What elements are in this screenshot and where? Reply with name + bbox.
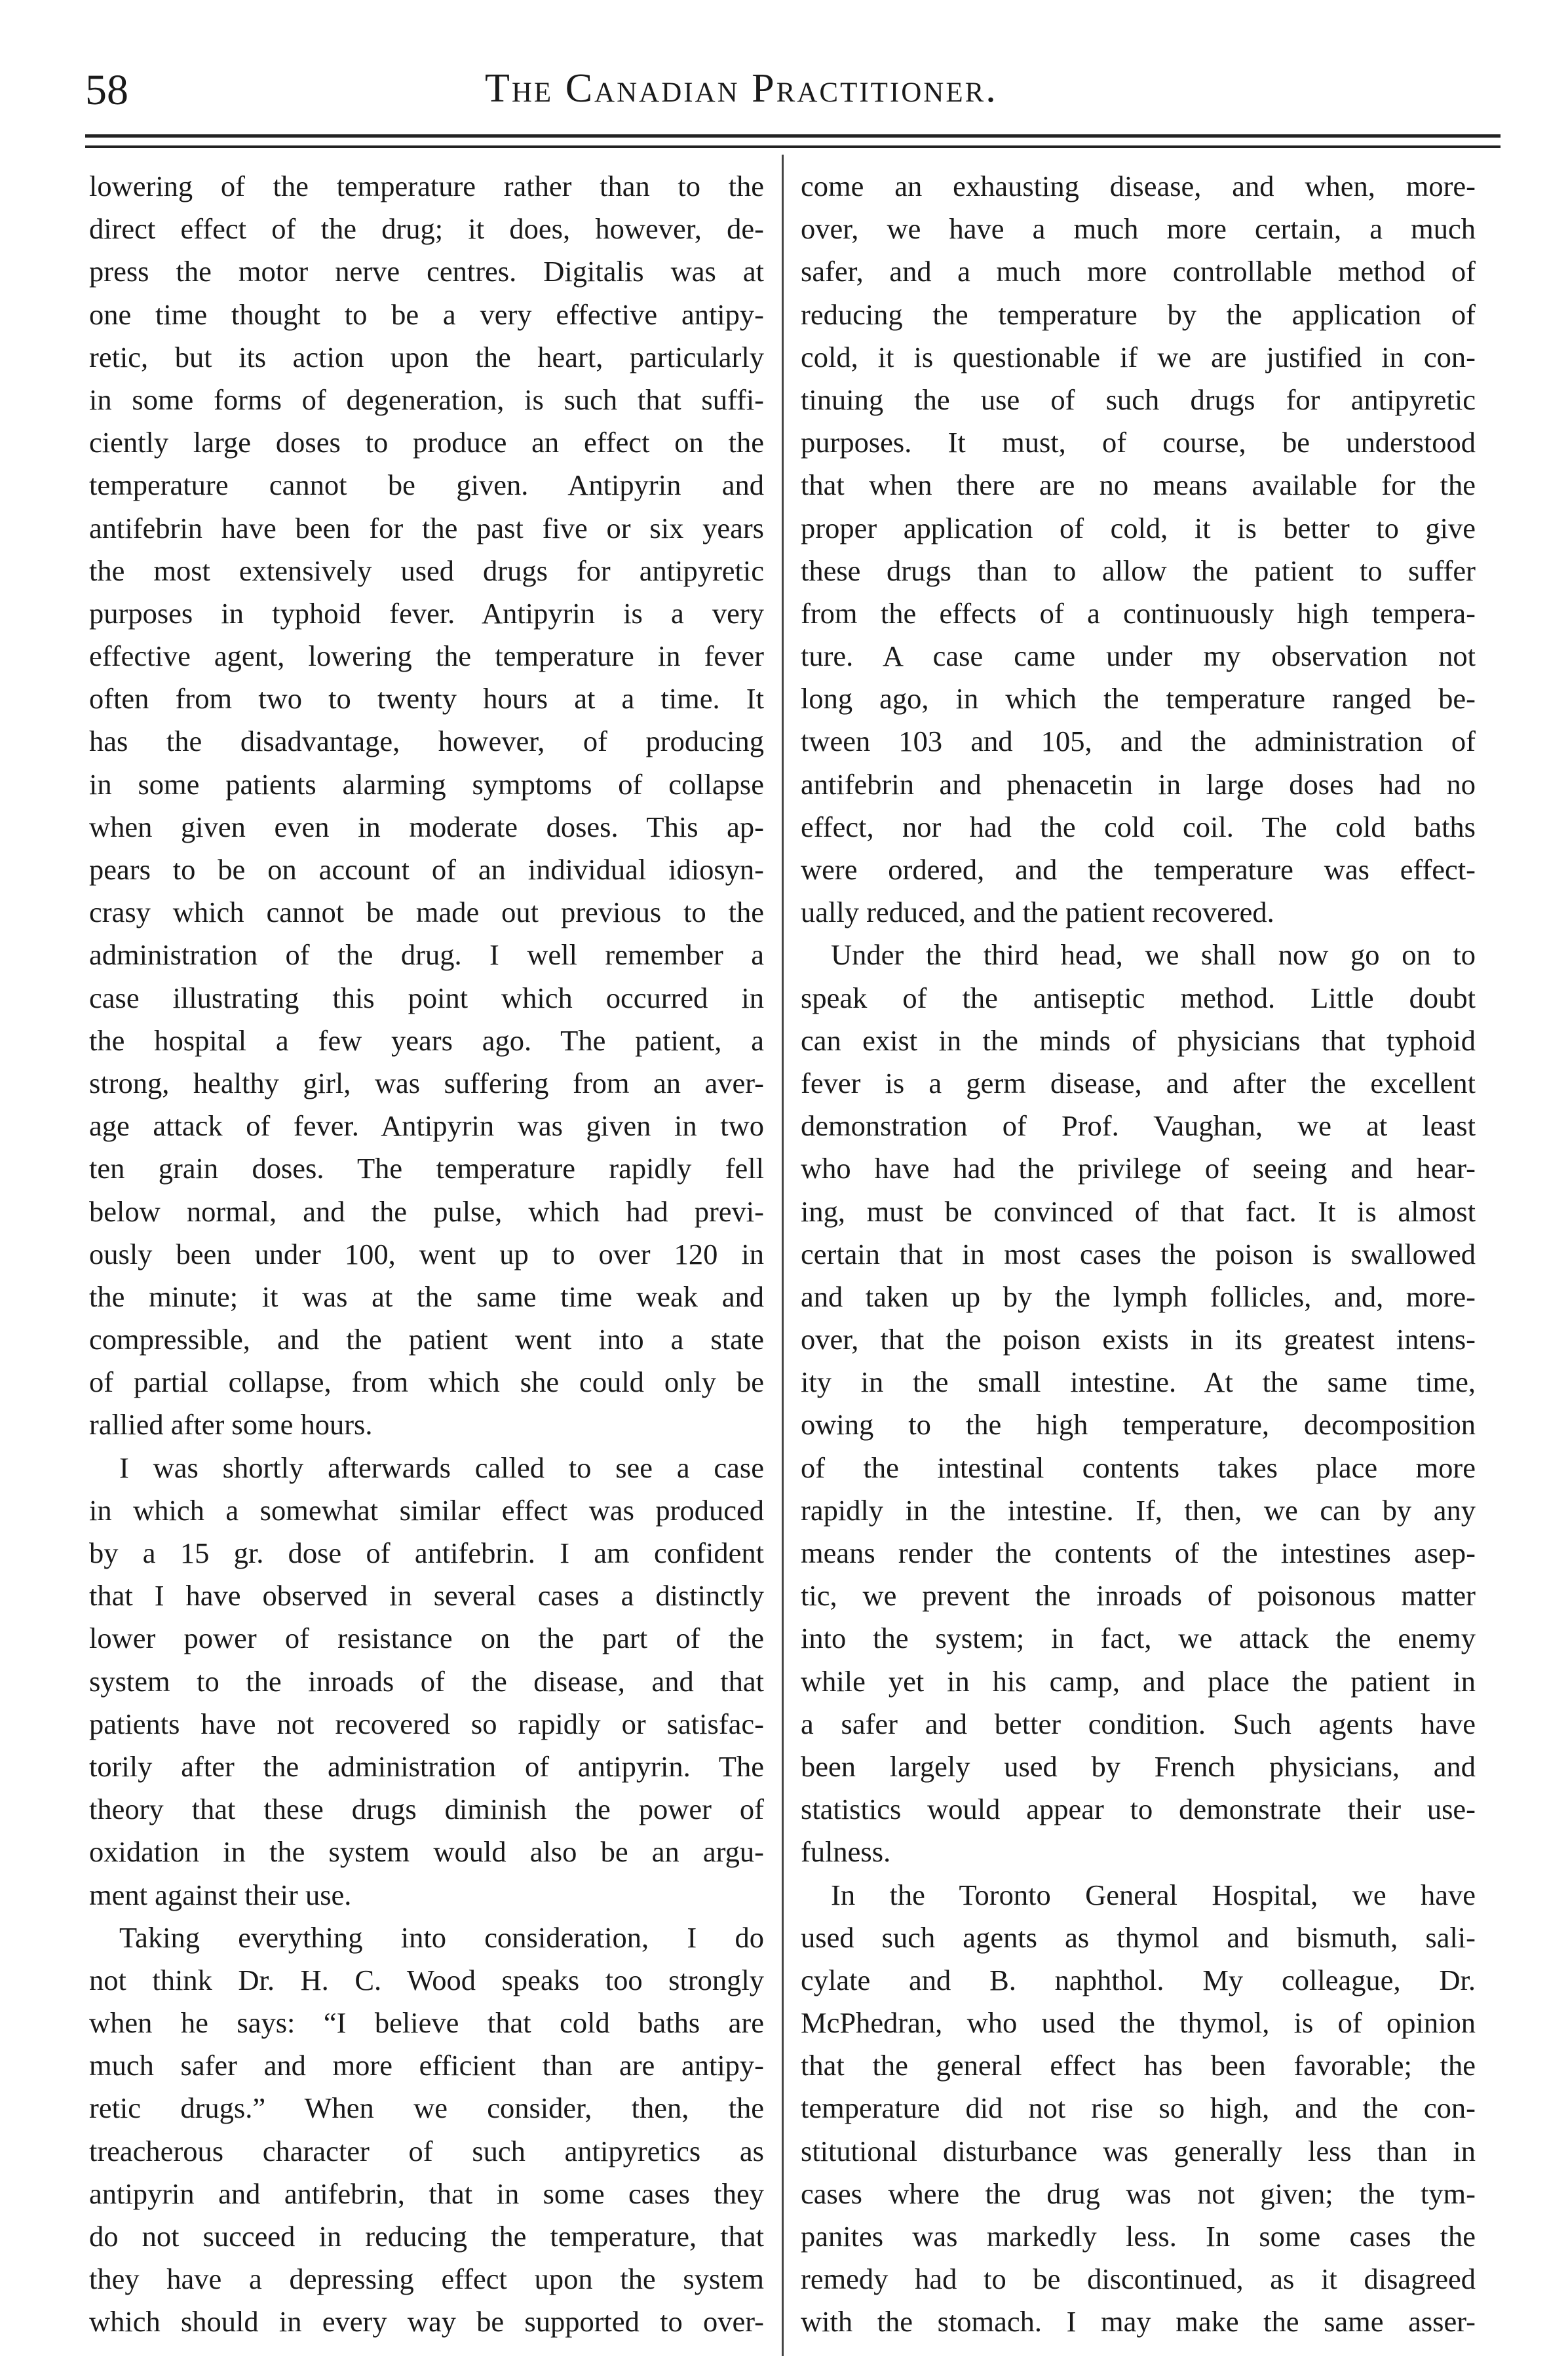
text-line: fever is a germ disease, and after the excellent bbox=[801, 1066, 1476, 1099]
text-line: owing to the high temperature, decomposition bbox=[801, 1408, 1476, 1441]
text-line: come an exhausting disease, and when, more- bbox=[801, 170, 1476, 202]
text-line: temperature cannot be given. Antipyrin and bbox=[89, 468, 764, 502]
text-line: they have a depressing effect upon the system bbox=[89, 2262, 764, 2296]
text-line: ously been under 100, went up to over 120 in bbox=[89, 1237, 764, 1270]
text-line: cold, it is questionable if we are justified in con- bbox=[801, 340, 1476, 373]
text-line: retic drugs.” When we consider, then, the bbox=[89, 2091, 764, 2125]
text-line: long ago, in which the temperature ranged be- bbox=[801, 682, 1476, 716]
text-line: when given even in moderate doses. This ap- bbox=[89, 810, 764, 843]
text-line: statistics would appear to demonstrate their use- bbox=[801, 1793, 1476, 1826]
text-line: from the effects of a continuously high tempera- bbox=[801, 596, 1476, 630]
text-line: cylate and B. naphthol. My colleague, Dr. bbox=[801, 1963, 1476, 1996]
text-line: antifebrin and phenacetin in large doses had no bbox=[801, 767, 1476, 801]
text-line: one time thought to be a very effective antipy- bbox=[89, 297, 764, 331]
text-line: can exist in the minds of physicians that typhoid bbox=[801, 1023, 1476, 1057]
text-line: ciently large doses to produce an effect on the bbox=[89, 426, 764, 459]
text-line: over, that the poison exists in its greatest intens- bbox=[801, 1323, 1476, 1356]
text-line: reducing the temperature by the application of bbox=[801, 297, 1476, 331]
text-line: fulness. bbox=[801, 1835, 891, 1869]
text-line: strong, healthy girl, was suffering from an aver- bbox=[89, 1066, 764, 1099]
paragraph bbox=[89, 1447, 764, 1917]
text-line: cases where the drug was not given; the tym- bbox=[801, 2177, 1476, 2210]
text-line: crasy which cannot be made out previous to the bbox=[89, 896, 764, 929]
text-line: of the intestinal contents takes place more bbox=[801, 1451, 1476, 1484]
text-line: over, we have a much more certain, a much bbox=[801, 212, 1476, 246]
text-line: by a 15 gr. dose of antifebrin. I am confident bbox=[89, 1536, 764, 1569]
header-rule-bottom bbox=[85, 145, 1501, 148]
text-line: do not succeed in reducing the temperature, that bbox=[89, 2220, 764, 2253]
text-line: used such agents as thymol and bismuth, sali- bbox=[801, 1920, 1476, 1954]
text-line: below normal, and the pulse, which had previ- bbox=[89, 1194, 764, 1228]
text-line: that I have observed in several cases a distinctly bbox=[89, 1579, 764, 1612]
text-line: the most extensively used drugs for antipyretic bbox=[89, 554, 764, 587]
text-line: much safer and more efficient than are antipy- bbox=[89, 2049, 764, 2082]
paragraph bbox=[89, 165, 764, 1447]
text-line: pears to be on account of an individual idiosyn- bbox=[89, 853, 764, 886]
right-column bbox=[801, 165, 1476, 2344]
text-line: speak of the antiseptic method. Little doubt bbox=[801, 981, 1476, 1014]
text-line: effective agent, lowering the temperature in fever bbox=[89, 639, 764, 673]
text-line: age attack of fever. Antipyrin was given in two bbox=[89, 1109, 764, 1143]
left-column bbox=[89, 165, 764, 2344]
paragraph bbox=[801, 934, 1476, 1873]
text-line: who have had the privilege of seeing and hear- bbox=[801, 1152, 1476, 1185]
paragraph bbox=[801, 165, 1476, 934]
paragraph bbox=[89, 1917, 764, 2344]
text-line: I was shortly afterwards called to see a case bbox=[119, 1451, 764, 1484]
column-divider bbox=[782, 155, 784, 2356]
text-line: compressible, and the patient went into a state bbox=[89, 1323, 764, 1356]
text-line: system to the inroads of the disease, and that bbox=[89, 1664, 764, 1698]
text-line: the hospital a few years ago. The patient, a bbox=[89, 1023, 764, 1057]
text-line: ture. A case came under my observation not bbox=[801, 639, 1476, 673]
paragraph bbox=[801, 1874, 1476, 2344]
text-line: safer, and a much more controllable method of bbox=[801, 255, 1476, 288]
text-line: purposes in typhoid fever. Antipyrin is a very bbox=[89, 596, 764, 630]
text-line: in some forms of degeneration, is such that suffi- bbox=[89, 383, 764, 416]
text-line: these drugs than to allow the patient to suffer bbox=[801, 554, 1476, 587]
text-line: been largely used by French physicians, and bbox=[801, 1749, 1476, 1783]
text-line: McPhedran, who used the thymol, is of opinion bbox=[801, 2006, 1476, 2040]
text-line: rallied after some hours. bbox=[89, 1408, 373, 1441]
text-line: ity in the small intestine. At the same time, bbox=[801, 1365, 1476, 1399]
text-line: demonstration of Prof. Vaughan, we at least bbox=[801, 1109, 1476, 1143]
text-line: when he says: “I believe that cold baths are bbox=[89, 2006, 764, 2040]
text-line: purposes. It must, of course, be understood bbox=[801, 426, 1476, 459]
text-line: with the stomach. I may make the same asser- bbox=[801, 2305, 1476, 2338]
text-line: effect, nor had the cold coil. The cold baths bbox=[801, 810, 1476, 843]
text-line: the minute; it was at the same time weak and bbox=[89, 1280, 764, 1313]
text-line: antipyrin and antifebrin, that in some cases they bbox=[89, 2177, 764, 2210]
text-line: proper application of cold, it is better to give bbox=[801, 511, 1476, 544]
text-line: means render the contents of the intestines asep- bbox=[801, 1536, 1476, 1569]
text-line: administration of the drug. I well remember a bbox=[89, 938, 764, 972]
text-line: ment against their use. bbox=[89, 1878, 352, 1911]
text-line: In the Toronto General Hospital, we have bbox=[831, 1878, 1476, 1911]
text-line: ing, must be convinced of that fact. It is almost bbox=[801, 1194, 1476, 1228]
text-line: tic, we prevent the inroads of poisonous matter bbox=[801, 1579, 1476, 1612]
text-line: in which a somewhat similar effect was produced bbox=[89, 1493, 764, 1527]
text-line: often from two to twenty hours at a time. It bbox=[89, 682, 764, 716]
text-line: a safer and better condition. Such agents have bbox=[801, 1707, 1476, 1740]
text-line: panites was markedly less. In some cases the bbox=[801, 2220, 1476, 2253]
text-line: were ordered, and the temperature was effect- bbox=[801, 853, 1476, 886]
text-line: that when there are no means available for the bbox=[801, 468, 1476, 502]
text-line: of partial collapse, from which she could only be bbox=[89, 1365, 764, 1399]
text-line: torily after the administration of antipyrin. The bbox=[89, 1749, 764, 1783]
text-line: stitutional disturbance was generally less than in bbox=[801, 2134, 1476, 2167]
text-line: patients have not recovered so rapidly or satisfac- bbox=[89, 1707, 764, 1740]
text-line: tinuing the use of such drugs for antipyretic bbox=[801, 383, 1476, 416]
text-line: Under the third head, we shall now go on to bbox=[831, 938, 1476, 972]
text-line: has the disadvantage, however, of producing bbox=[89, 725, 764, 758]
text-line: tween 103 and 105, and the administration of bbox=[801, 725, 1476, 758]
text-line: retic, but its action upon the heart, particularly bbox=[89, 340, 764, 373]
text-line: ten grain doses. The temperature rapidly fell bbox=[89, 1152, 764, 1185]
text-line: and taken up by the lymph follicles, and, more- bbox=[801, 1280, 1476, 1313]
text-line: rapidly in the intestine. If, then, we can by any bbox=[801, 1493, 1476, 1527]
text-line: treacherous character of such antipyretics as bbox=[89, 2134, 764, 2167]
text-line: theory that these drugs diminish the power of bbox=[89, 1793, 764, 1826]
text-line: press the motor nerve centres. Digitalis was at bbox=[89, 255, 764, 288]
text-line: direct effect of the drug; it does, however, de- bbox=[89, 212, 764, 246]
text-line: temperature did not rise so high, and the con- bbox=[801, 2091, 1476, 2125]
text-line: ually reduced, and the patient recovered. bbox=[801, 896, 1274, 929]
text-line: while yet in his camp, and place the patient in bbox=[801, 1664, 1476, 1698]
text-line: into the system; in fact, we attack the enemy bbox=[801, 1622, 1476, 1655]
text-line: not think Dr. H. C. Wood speaks too strongly bbox=[89, 1963, 764, 1996]
text-line: certain that in most cases the poison is swallowed bbox=[801, 1237, 1476, 1270]
text-line: which should in every way be supported to over- bbox=[89, 2305, 764, 2338]
text-line: lower power of resistance on the part of the bbox=[89, 1622, 764, 1655]
text-line: that the general effect has been favorable; the bbox=[801, 2049, 1476, 2082]
text-line: antifebrin have been for the past five or six years bbox=[89, 511, 764, 544]
text-line: remedy had to be discontinued, as it disagreed bbox=[801, 2262, 1476, 2296]
text-line: in some patients alarming symptoms of collapse bbox=[89, 767, 764, 801]
text-line: case illustrating this point which occurred in bbox=[89, 981, 764, 1014]
running-title: The Canadian Practitioner. bbox=[485, 66, 998, 111]
header-rule-top bbox=[85, 134, 1501, 138]
text-line: lowering of the temperature rather than to the bbox=[89, 170, 764, 202]
text-line: oxidation in the system would also be an argu- bbox=[89, 1835, 764, 1869]
text-line: Taking everything into consideration, I do bbox=[119, 1920, 764, 1954]
page-number: 58 bbox=[85, 66, 128, 114]
